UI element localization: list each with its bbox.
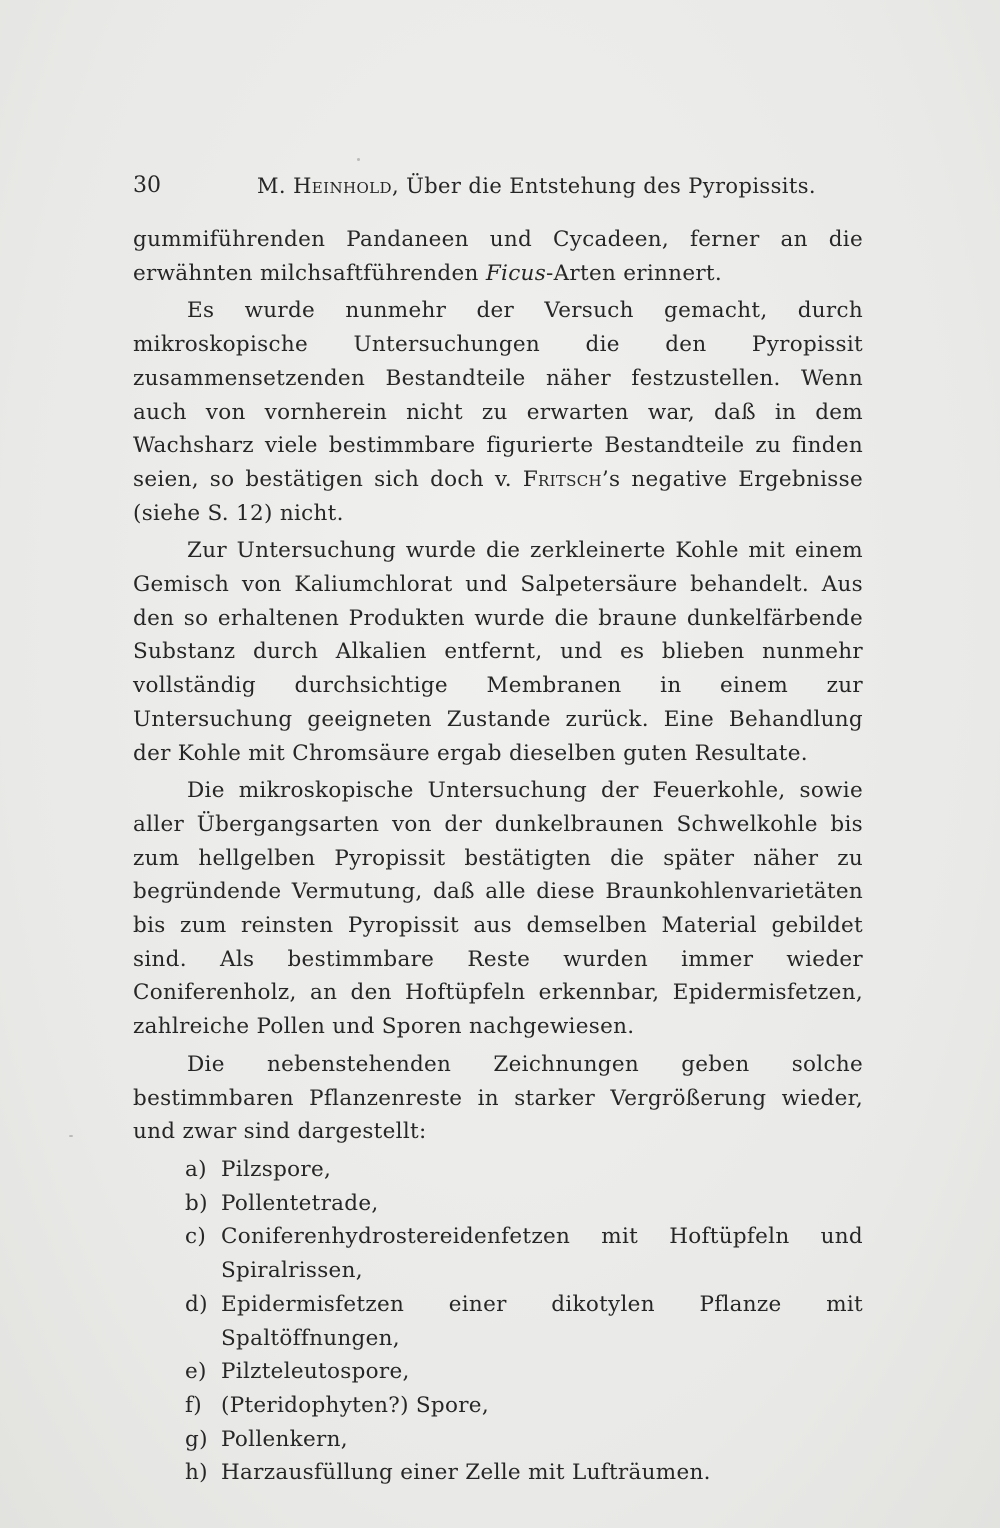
figure-list [133, 1153, 863, 1490]
cited-author: Fritsch [522, 466, 602, 492]
list-label: b) [185, 1190, 208, 1216]
list-label: h) [185, 1460, 208, 1486]
list-text: Epidermisfetzen einer dikotylen Pflanze mit Spaltöffnungen, [221, 1291, 863, 1351]
paragraph-drawings-intro: Die nebenstehenden Zeichnungen geben solche bestimmbaren Pflanzenreste in starker Vergrößerung wieder, und zwar sind dargestellt: [133, 1051, 863, 1145]
list-text: Pollentetrade, [221, 1190, 379, 1216]
paragraph-findings: Die mikroskopische Untersuchung der Feuerkohle, sowie aller Übergangsarten von der dunkelbraunen Schwelkohle bis zum hellgelben Pyropissit bestätigten die später näher zu begründende Vermutung, daß alle diese Braunkohlenvarietäten bis zum reinsten Pyropissit aus demselben Material gebildet sind. Als bestimmbare Reste wurden immer wieder Coniferenholz, an den Hoftüpfeln erkennbar, Epidermisfetzen, zahlreiche Pollen und Sporen nachgewiesen. [133, 778, 863, 1040]
list-text: (Pteridophyten?) Spore, [221, 1392, 489, 1418]
body-text [133, 223, 863, 1490]
list-text: Pilzspore, [221, 1156, 332, 1182]
list-item [133, 1288, 863, 1355]
running-header [133, 168, 863, 204]
list-item [133, 1187, 863, 1221]
author-initial: M. [257, 174, 294, 198]
list-text: Pollenkern, [221, 1426, 348, 1452]
list-item [133, 1389, 863, 1423]
list-text: Harzausfüllung einer Zelle mit Lufträumen. [221, 1460, 711, 1486]
list-item [133, 1220, 863, 1287]
list-item [133, 1153, 863, 1187]
author-name: Heinhold [293, 174, 392, 198]
paragraph-text: ’s negative Ergebnisse (siehe S. 12) nicht. [133, 466, 863, 526]
paragraph-method: Zur Untersuchung wurde die zerkleinerte Kohle mit einem Gemisch von Kaliumchlorat und Salpetersäure behandelt. Aus den so erhaltenen Produkten wurde die braune dunkelfärbende Substanz durch Alkalien entfernt, und es blieben nunmehr vollständig durchsichtige Membranen in einem zur Untersuchung geeigneten Zustande zurück. Eine Behandlung der Kohle mit Chromsäure ergab dieselben guten Resultate. [133, 538, 863, 766]
page-number: 30 [133, 173, 161, 198]
list-label: a) [185, 1156, 207, 1182]
list-item [133, 1456, 863, 1490]
paragraph-text: gummiführenden Pandaneen und Cycadeen, ferner an die erwähnten milchsaftführenden [133, 227, 863, 286]
list-label: f) [185, 1392, 202, 1418]
list-label: c) [185, 1224, 207, 1250]
running-title [257, 168, 816, 204]
list-label: g) [185, 1426, 208, 1452]
list-text: Coniferenhydrostereidenfetzen mit Hoftüpfeln und Spiralrissen, [221, 1224, 863, 1284]
list-item [133, 1423, 863, 1457]
scan-speck [69, 1135, 73, 1137]
paragraph-text: Es wurde nunmehr der Versuch gemacht, durch mikroskopische Untersuchungen die den Pyropissit zusammensetzenden Bestandteile näher festzustellen. Wenn auch von vornherein nicht zu erwarten war, daß in dem Wachsharz viele bestimmbare figurierte Bestandteile zu finden seien, so bestätigen sich doch v. [133, 298, 863, 492]
genus-name: Ficus [485, 260, 547, 286]
paragraph-continuation [133, 223, 863, 290]
list-label: e) [185, 1359, 207, 1385]
scan-speck [357, 158, 360, 161]
article-title: , Über die Entstehung des Pyropissits. [391, 174, 816, 198]
list-label: d) [185, 1291, 208, 1317]
list-text: Pilzteleutospore, [221, 1359, 410, 1385]
paragraph-microscopy-attempt [133, 294, 863, 530]
list-item [133, 1355, 863, 1389]
paragraph-text: -Arten erinnert. [546, 260, 722, 286]
